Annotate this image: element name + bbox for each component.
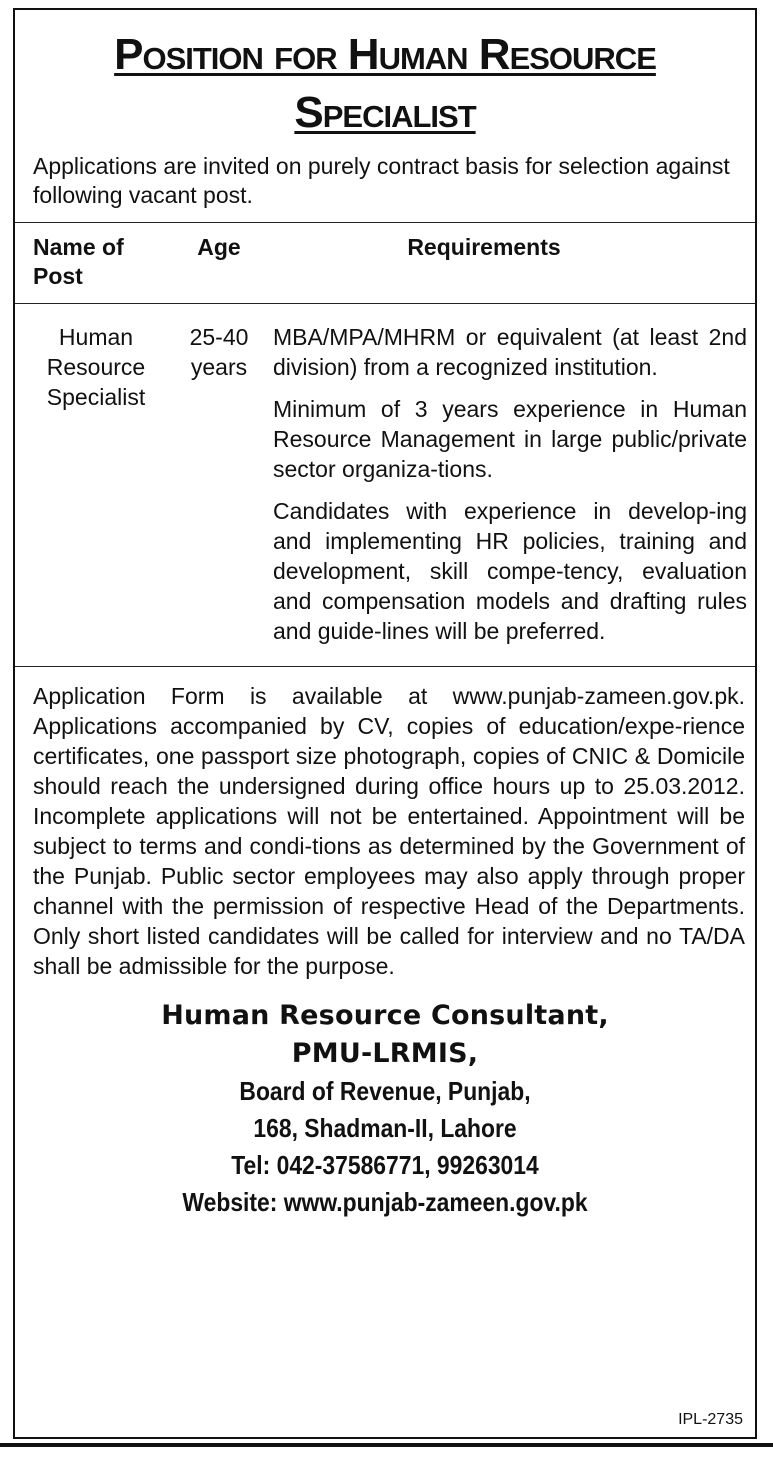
contact-phone: Tel: 042-37586771, 99263014 <box>231 1150 539 1180</box>
requirement-item: Minimum of 3 years experience in Human Resource Management in large public/private sector organiza-tions. <box>273 396 747 482</box>
advertisement-frame <box>13 8 757 1439</box>
contact-address: 168, Shadman-II, Lahore <box>253 1113 517 1143</box>
reference-code: IPL-2735 <box>678 1411 743 1428</box>
age-range <box>165 322 273 646</box>
contact-org: Board of Revenue, Punjab, <box>239 1076 531 1106</box>
requirement-item: MBA/MPA/MHRM or equivalent (at least 2nd division) from a recognized institution. <box>273 324 747 380</box>
post-name-line: Specialist <box>46 384 146 410</box>
bottom-rule <box>0 1443 773 1447</box>
title-line-2: Specialist <box>294 88 476 137</box>
intro-text: Applications are invited on purely contract basis for selection against following vacant post. <box>33 153 730 208</box>
header-post: Name of Post <box>33 234 124 289</box>
post-name-line: Human <box>58 324 134 350</box>
contact-unit: PMU-LRMIS, <box>291 1038 479 1069</box>
age-value: 25-40 <box>189 324 249 350</box>
contact-website: Website: www.punjab-zameen.gov.pk <box>182 1187 588 1217</box>
table-row <box>15 304 755 666</box>
requirement-item: Candidates with experience in develop-ing and implementing HR policies, training and development, skill compe-tency, evaluation and compensation models and drafting rules and guide-lines will be preferred. <box>273 498 747 644</box>
page-title <box>15 10 755 142</box>
post-name <box>15 322 165 646</box>
post-name-line: Resource <box>46 354 146 380</box>
age-unit: years <box>190 354 248 380</box>
header-age: Age <box>197 234 241 260</box>
application-instructions: Application Form is available at www.punjab-zameen.gov.pk. Applications accompanied by CV, copies of education/expe-rience certificates, one passport size photograph, copies of CNIC & Domicile should reach the undersigned during office hours up to 25.03.2012. Incomplete applications will not be entertained. Appointment will be subject to terms and condi-tions as determined by the Government of the Punjab. Public sector employees may also apply through proper channel with the permission of respective Head of the Departments. Only short listed candidates will be called for interview and no TA/DA shall be admissible for the purpose. <box>33 683 745 979</box>
header-requirements: Requirements <box>407 234 561 260</box>
contact-title: Human Resource Consultant, <box>161 1000 609 1031</box>
table-header <box>15 223 755 303</box>
title-line-1: Position for Human Resource <box>114 30 656 79</box>
contact-block <box>15 997 755 1221</box>
requirements-list <box>273 322 755 646</box>
